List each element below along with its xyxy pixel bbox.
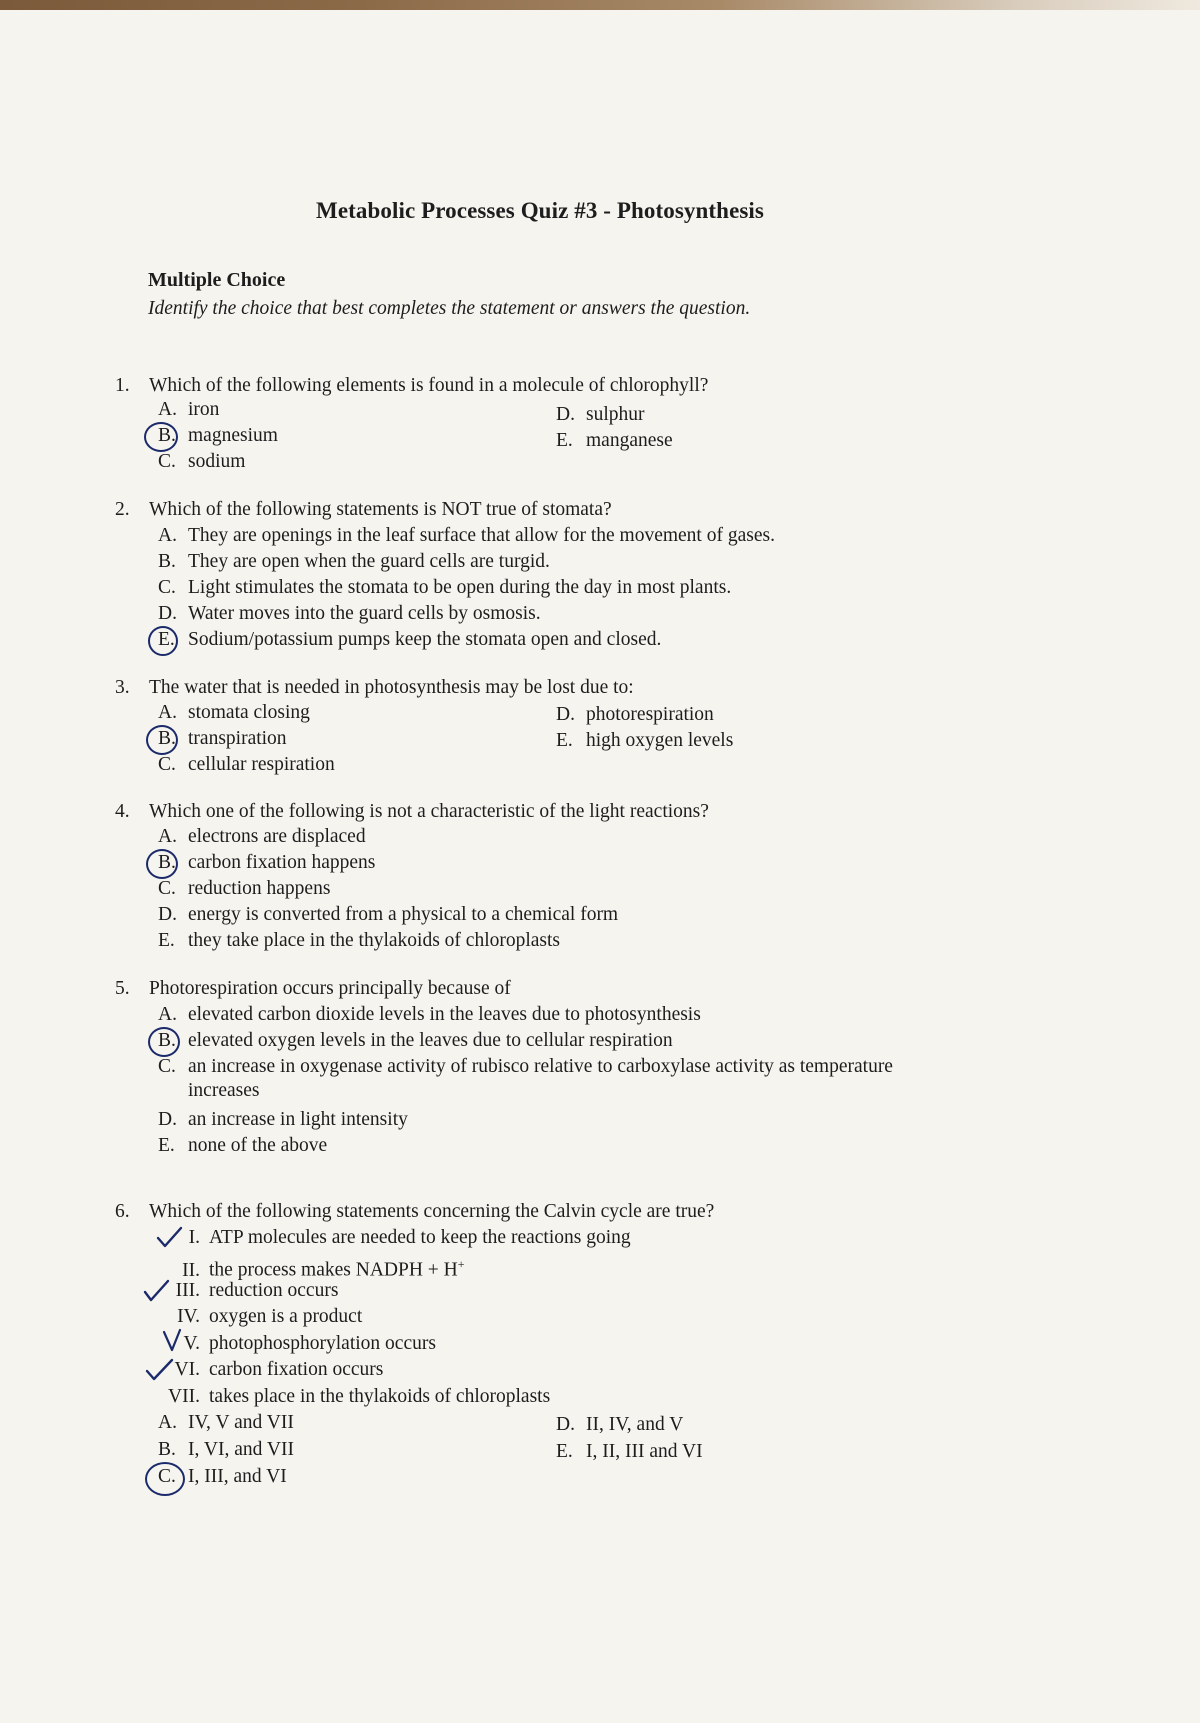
q5-option-c[interactable]: C. an increase in oxygenase activity of rubisco relative to carboxylase activity as temperature increases <box>158 1056 893 1101</box>
statement-iv: IV. oxygen is a product <box>177 1306 363 1327</box>
answer-circle-mark <box>144 422 178 452</box>
statement-vi: VI. carbon fixation occurs <box>174 1359 384 1380</box>
q5-option-b[interactable]: B. elevated oxygen levels in the leaves due to cellular respiration <box>158 1030 673 1051</box>
answer-circle-mark <box>148 1027 180 1057</box>
q6-option-b[interactable]: B. I, VI, and VII <box>158 1439 294 1460</box>
quiz-title: Metabolic Processes Quiz #3 - Photosynthesis <box>316 198 764 223</box>
section-heading: Multiple Choice <box>148 269 286 291</box>
check-mark-icon <box>155 1226 185 1252</box>
q3-option-a[interactable]: A. stomata closing <box>158 702 310 723</box>
question-number: 5. <box>115 978 130 999</box>
instructions: Identify the choice that best completes the statement or answers the question. <box>148 298 751 319</box>
q3-option-c[interactable]: C. cellular respiration <box>158 754 335 775</box>
question-number: 4. <box>115 801 130 822</box>
q2-option-a[interactable]: A. They are openings in the leaf surface that allow for the movement of gases. <box>158 525 775 546</box>
question-stem: Which of the following statements is NOT true of stomata? <box>149 499 612 520</box>
q2-option-c[interactable]: C. Light stimulates the stomata to be open during the day in most plants. <box>158 577 732 598</box>
statement-iii: III. reduction occurs <box>175 1280 339 1301</box>
question-stem: Which one of the following is not a characteristic of the light reactions? <box>149 801 709 822</box>
q4-option-d[interactable]: D. energy is converted from a physical to a chemical form <box>158 904 619 925</box>
statement-i: I. ATP molecules are needed to keep the reactions going <box>188 1227 631 1248</box>
question-number: 1. <box>115 375 130 396</box>
q3-option-e[interactable]: E. high oxygen levels <box>556 730 734 751</box>
q2-option-d[interactable]: D. Water moves into the guard cells by osmosis. <box>158 603 541 624</box>
statement-ii: II. the process makes NADPH + H+ <box>182 1257 465 1281</box>
q1-option-a[interactable]: A. iron <box>158 399 220 420</box>
q3-option-b[interactable]: B. transpiration <box>158 728 287 749</box>
q4-option-c[interactable]: C. reduction happens <box>158 878 331 899</box>
q6-option-e[interactable]: E. I, II, III and VI <box>556 1441 703 1462</box>
check-mark-icon <box>160 1326 186 1354</box>
q2-option-b[interactable]: B. They are open when the guard cells are turgid. <box>158 551 550 572</box>
q5-option-a[interactable]: A. elevated carbon dioxide levels in the leaves due to photosynthesis <box>158 1004 701 1025</box>
q6-option-c[interactable]: C. I, III, and VI <box>158 1466 287 1487</box>
q6-option-a[interactable]: A. IV, V and VII <box>158 1412 294 1433</box>
statement-vii: VII. takes place in the thylakoids of chloroplasts <box>168 1386 551 1407</box>
paper-top-edge <box>0 0 1200 10</box>
check-mark-icon <box>144 1357 176 1383</box>
q1-option-e[interactable]: E. manganese <box>556 430 673 451</box>
q4-option-a[interactable]: A. electrons are displaced <box>158 826 366 847</box>
question-stem: Which of the following statements concerning the Calvin cycle are true? <box>149 1201 715 1222</box>
question-stem: Which of the following elements is found in a molecule of chlorophyll? <box>149 375 709 396</box>
question-number: 2. <box>115 499 130 520</box>
q5-option-e[interactable]: E. none of the above <box>158 1135 328 1156</box>
answer-circle-mark <box>146 725 178 755</box>
question-number: 3. <box>115 677 130 698</box>
question-number: 6. <box>115 1201 130 1222</box>
question-stem: Photorespiration occurs principally because of <box>149 978 511 999</box>
q1-option-c[interactable]: C. sodium <box>158 451 246 472</box>
answer-circle-mark <box>145 1462 185 1496</box>
question-stem: The water that is needed in photosynthesis may be lost due to: <box>149 677 634 698</box>
q1-option-d[interactable]: D. sulphur <box>556 404 645 425</box>
q4-option-e[interactable]: E. they take place in the thylakoids of chloroplasts <box>158 930 561 951</box>
q3-option-d[interactable]: D. photorespiration <box>556 704 714 725</box>
q1-option-b[interactable]: B. magnesium <box>158 425 278 446</box>
q2-option-e[interactable]: E. Sodium/potassium pumps keep the stomata open and closed. <box>158 629 662 650</box>
q6-option-d[interactable]: D. II, IV, and V <box>556 1414 684 1435</box>
answer-circle-mark <box>146 849 178 879</box>
answer-circle-mark <box>148 626 178 656</box>
q5-option-d[interactable]: D. an increase in light intensity <box>158 1109 408 1130</box>
statement-v: V. photophosphorylation occurs <box>183 1333 436 1354</box>
q4-option-b[interactable]: B. carbon fixation happens <box>158 852 376 873</box>
check-mark-icon <box>142 1278 172 1304</box>
